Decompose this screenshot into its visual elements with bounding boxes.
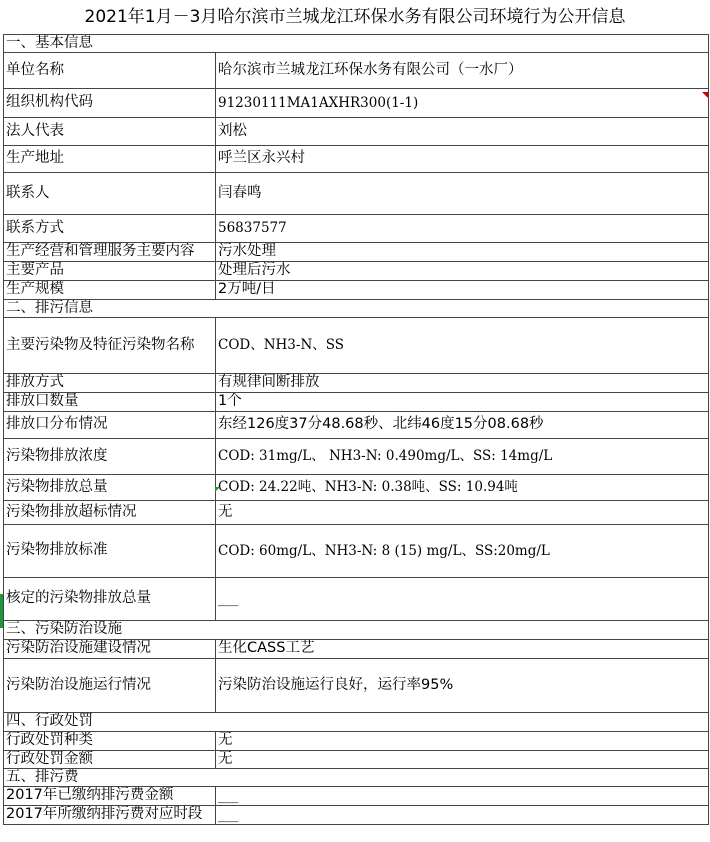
field-label[interactable]: 单位名称 bbox=[4, 53, 216, 89]
table-row bbox=[4, 659, 709, 713]
field-label[interactable]: 排放口分布情况 bbox=[4, 412, 216, 439]
field-label[interactable]: 组织机构代码 bbox=[4, 89, 216, 118]
section-row-penalty bbox=[4, 713, 709, 732]
table-row bbox=[4, 173, 709, 215]
table-row bbox=[4, 578, 709, 621]
field-label[interactable]: 主要污染物及特征污染物名称 bbox=[4, 318, 216, 374]
field-value[interactable]: 呼兰区永兴村 bbox=[216, 146, 709, 173]
field-value[interactable]: COD: 31mg/L、 NH3-N: 0.490mg/L、SS: 14mg/L bbox=[216, 439, 709, 475]
field-value[interactable]: ___ bbox=[216, 806, 709, 825]
field-label[interactable]: 排放方式 bbox=[4, 374, 216, 393]
field-label[interactable]: 生产经营和管理服务主要内容 bbox=[4, 243, 216, 262]
field-label[interactable]: 排放口数量 bbox=[4, 393, 216, 412]
table-row bbox=[4, 787, 709, 806]
table-row bbox=[4, 118, 709, 146]
section-row-basic bbox=[4, 35, 709, 53]
table-row bbox=[4, 89, 709, 118]
cell-selection-edge bbox=[0, 594, 3, 628]
field-value[interactable]: 无 bbox=[216, 732, 709, 751]
field-value[interactable]: 污水处理 bbox=[216, 243, 709, 262]
table-row bbox=[4, 525, 709, 578]
field-value[interactable]: 哈尔滨市兰城龙江环保水务有限公司（一水厂） bbox=[216, 53, 709, 89]
table-row bbox=[4, 281, 709, 300]
field-value[interactable]: 处理后污水 bbox=[216, 262, 709, 281]
table-row bbox=[4, 262, 709, 281]
page-title: 2021年1月－3月哈尔滨市兰城龙江环保水务有限公司环境行为公开信息 bbox=[84, 7, 626, 27]
field-value[interactable]: ___ bbox=[216, 787, 709, 806]
table-row bbox=[4, 412, 709, 439]
table-row bbox=[4, 53, 709, 89]
table-row bbox=[4, 318, 709, 374]
field-label[interactable]: 核定的污染物排放总量 bbox=[4, 578, 216, 621]
table-row bbox=[4, 439, 709, 475]
table-row bbox=[4, 215, 709, 243]
table-row bbox=[4, 732, 709, 751]
field-value[interactable]: 污染防治设施运行良好，运行率95% bbox=[216, 659, 709, 713]
field-value[interactable]: 有规律间断排放 bbox=[216, 374, 709, 393]
field-label[interactable]: 联系人 bbox=[4, 173, 216, 215]
comment-indicator[interactable] bbox=[702, 92, 708, 98]
field-label[interactable]: 污染物排放总量 bbox=[4, 475, 216, 501]
section-header[interactable]: 四、行政处罚 bbox=[4, 713, 709, 732]
field-label[interactable]: 2017年所缴纳排污费对应时段 bbox=[4, 806, 216, 825]
field-label[interactable]: 生产地址 bbox=[4, 146, 216, 173]
field-value[interactable]: COD、NH3-N、SS bbox=[216, 318, 709, 374]
field-value[interactable]: 2万吨/日 bbox=[216, 281, 709, 300]
section-header[interactable]: 三、污染防治设施 bbox=[4, 621, 709, 640]
section-header[interactable]: 五、排污费 bbox=[4, 769, 709, 787]
field-label[interactable]: 生产规模 bbox=[4, 281, 216, 300]
field-value[interactable]: 刘松 bbox=[216, 118, 709, 146]
table-row bbox=[4, 374, 709, 393]
field-label[interactable]: 污染物排放标准 bbox=[4, 525, 216, 578]
field-value[interactable]: 闫春鸣 bbox=[216, 173, 709, 215]
field-label[interactable]: 法人代表 bbox=[4, 118, 216, 146]
field-value[interactable]: 无 bbox=[216, 501, 709, 525]
field-label[interactable]: 行政处罚种类 bbox=[4, 732, 216, 751]
section-row-fees bbox=[4, 769, 709, 787]
field-label[interactable]: 污染防治设施建设情况 bbox=[4, 640, 216, 659]
field-value[interactable]: COD: 24.22吨、NH3-N: 0.38吨、SS: 10.94吨 bbox=[216, 475, 709, 501]
field-value[interactable]: 生化CASS工艺 bbox=[216, 640, 709, 659]
field-value[interactable]: 1个 bbox=[216, 393, 709, 412]
section-header[interactable]: 二、排污信息 bbox=[4, 300, 709, 318]
field-label[interactable]: 2017年已缴纳排污费金额 bbox=[4, 787, 216, 806]
table-row bbox=[4, 146, 709, 173]
field-value[interactable]: 91230111MA1AXHR300(1-1) bbox=[216, 89, 709, 118]
section-header[interactable]: 一、基本信息 bbox=[4, 35, 709, 53]
section-row-discharge bbox=[4, 300, 709, 318]
field-label[interactable]: 污染物排放浓度 bbox=[4, 439, 216, 475]
table-row bbox=[4, 806, 709, 825]
table-row bbox=[4, 393, 709, 412]
field-value[interactable]: 无 bbox=[216, 751, 709, 769]
field-label[interactable]: 主要产品 bbox=[4, 262, 216, 281]
field-label[interactable]: 行政处罚金额 bbox=[4, 751, 216, 769]
field-value[interactable]: COD: 60mg/L、NH3-N: 8 (15) mg/L、SS:20mg/L bbox=[216, 525, 709, 578]
field-value[interactable]: 56837577 bbox=[216, 215, 709, 243]
field-label[interactable]: 污染物排放超标情况 bbox=[4, 501, 216, 525]
error-indicator[interactable] bbox=[215, 487, 220, 492]
field-value[interactable]: 东经126度37分48.68秒、北纬46度15分08.68秒 bbox=[216, 412, 709, 439]
table-row bbox=[4, 640, 709, 659]
table-row bbox=[4, 243, 709, 262]
field-label[interactable]: 污染防治设施运行情况 bbox=[4, 659, 216, 713]
section-row-facilities bbox=[4, 621, 709, 640]
table-row bbox=[4, 475, 709, 501]
table-row bbox=[4, 501, 709, 525]
field-value[interactable]: ___ bbox=[216, 578, 709, 621]
field-label[interactable]: 联系方式 bbox=[4, 215, 216, 243]
info-table bbox=[3, 34, 709, 825]
table-row bbox=[4, 751, 709, 769]
